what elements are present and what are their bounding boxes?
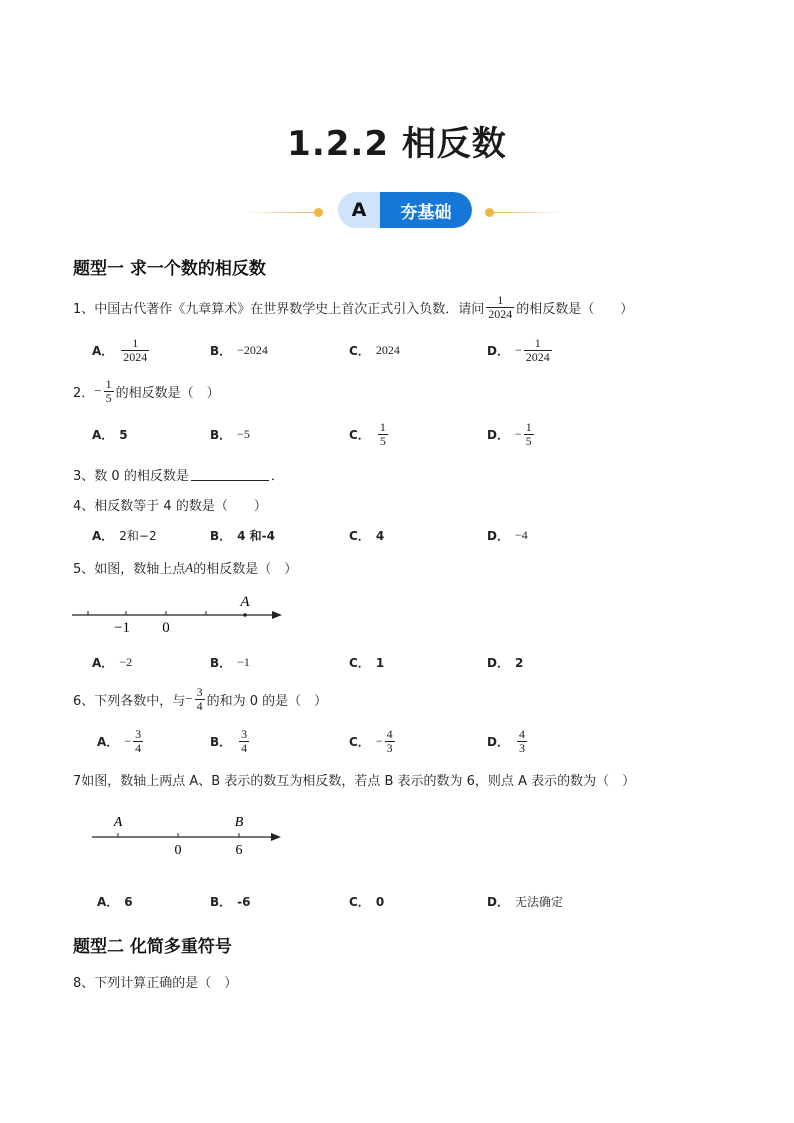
- q5-option-a[interactable]: A． −2: [92, 655, 133, 670]
- q5-option-d[interactable]: D． 2: [487, 655, 524, 670]
- q1-text-b: 的相反数是（ ）: [516, 301, 634, 317]
- question-8: [73, 972, 237, 991]
- q4-option-a[interactable]: A． 2和−2: [92, 529, 157, 543]
- q5-option-c[interactable]: C． 1: [349, 655, 385, 670]
- q3-number: 3、: [73, 469, 95, 484]
- q6-option-b[interactable]: B． $\frac{3}{4}$: [210, 726, 248, 755]
- q1-option-c[interactable]: C． 2024: [349, 343, 400, 358]
- q7-label-0: 0: [174, 843, 182, 858]
- q1-option-a[interactable]: A． $\frac{1}{2024}$: [92, 335, 148, 364]
- section-heading-1: 题型一 求一个数的相反数: [73, 259, 266, 279]
- q7-option-a[interactable]: A． 6: [97, 894, 133, 909]
- q7-axis-arrow: [271, 833, 281, 841]
- q1-option-d[interactable]: D． − $\frac{1}{2024}$: [487, 335, 550, 364]
- q4-option-c[interactable]: C． 4: [349, 528, 385, 543]
- q7-number-line: [88, 810, 288, 860]
- page-title: 1.2.2 相反数: [287, 124, 507, 164]
- q4-option-b[interactable]: B． 4 和-4: [210, 529, 276, 543]
- question-1: [73, 290, 633, 324]
- q8-number: 8、: [73, 976, 95, 991]
- q4-number: 4、: [73, 499, 95, 514]
- q5-number-line: [68, 590, 288, 636]
- q6-text-a: 下列各数中，与: [94, 693, 186, 709]
- q2-option-d[interactable]: D． − $\frac{1}{5}$: [487, 419, 532, 448]
- q1-fraction: $\frac{1}{2024}$: [488, 292, 513, 321]
- q7-option-c[interactable]: C． 0: [349, 894, 385, 909]
- q3-text-a: 数 0 的相反数是: [94, 469, 189, 484]
- q2-number: 2．: [73, 385, 95, 401]
- q5-number: 5、: [73, 562, 95, 577]
- banner-line-left: [246, 212, 316, 213]
- q5-point-dot: [243, 613, 247, 617]
- section-heading-2: 题型二 化简多重符号: [73, 937, 232, 957]
- q2-option-b[interactable]: B． −5: [210, 427, 250, 442]
- question-4: [73, 495, 267, 514]
- q2-text: 的相反数是（ ）: [115, 385, 220, 401]
- q6-option-c[interactable]: C． − $\frac{4}{3}$: [349, 726, 393, 755]
- q6-option-d[interactable]: D． $\frac{4}{3}$: [487, 726, 525, 755]
- q1-number: 1、: [73, 301, 95, 317]
- q7-option-d[interactable]: D． 无法确定: [487, 895, 563, 909]
- question-5: [73, 558, 297, 577]
- q5-label-0: 0: [162, 620, 170, 636]
- q7-option-b[interactable]: B． -6: [210, 894, 251, 909]
- q5-point: A: [185, 559, 194, 575]
- q7-label-6: 6: [235, 843, 243, 858]
- q6-fraction: $\frac{3}{4}$: [196, 684, 203, 713]
- q1-option-b[interactable]: B． −2024: [210, 343, 268, 358]
- q7-label-a: A: [113, 815, 123, 830]
- q5-label-neg1: −1: [114, 620, 130, 636]
- q7-text: 7如图，数轴上两点 A、B 表示的数互为相反数，若点 B 表示的数为 6，则点 A 表示的数为（ ）: [73, 774, 636, 789]
- q4-text: 相反数等于 4 的数是（ ）: [94, 499, 267, 514]
- q5-axis-arrow: [272, 611, 282, 619]
- badge-letter: A: [338, 192, 380, 228]
- q2-fraction: $\frac{1}{5}$: [105, 376, 112, 405]
- banner-line-right: [492, 212, 562, 213]
- q5-text-b: 的相反数是（ ）: [193, 562, 298, 577]
- question-7: [73, 770, 635, 789]
- q6-number: 6、: [73, 693, 95, 709]
- banner-dot-left: [314, 208, 323, 217]
- q2-option-a[interactable]: A． 5: [92, 427, 128, 442]
- level-badge: [338, 192, 472, 228]
- q3-answer-blank[interactable]: [191, 468, 269, 481]
- q2-option-c[interactable]: C． $\frac{1}{5}$: [349, 419, 386, 448]
- q6-option-a[interactable]: A． − $\frac{3}{4}$: [97, 726, 142, 755]
- question-2: 2． − $\frac{1}{5}$ 的相反数是（ ）: [73, 376, 220, 405]
- q8-text: 下列计算正确的是（ ）: [94, 976, 238, 991]
- q5-text-a: 如图，数轴上点: [94, 562, 186, 577]
- q3-text-b: ．: [270, 469, 284, 484]
- q5-option-b[interactable]: B． −1: [210, 655, 250, 670]
- badge-label: 夯基础: [380, 192, 472, 228]
- question-3: [73, 465, 284, 484]
- question-6: 6、 下列各数中，与 − $\frac{3}{4}$ 的和为 0 的是（ ）: [73, 684, 328, 713]
- q6-text-b: 的和为 0 的是（ ）: [206, 693, 328, 709]
- q4-option-d[interactable]: D． −4: [487, 528, 528, 543]
- q5-label-a: A: [240, 594, 250, 610]
- q1-text-a: 中国古代著作《九章算术》在世界数学史上首次正式引入负数．请问: [94, 301, 485, 317]
- q7-label-b: B: [234, 815, 244, 830]
